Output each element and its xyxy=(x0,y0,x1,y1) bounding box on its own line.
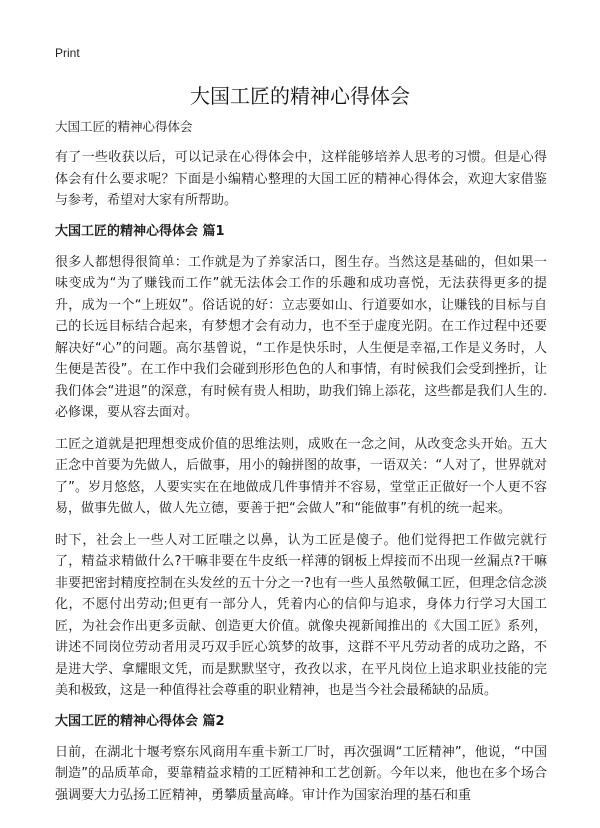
section-1-paragraph-2: 工匠之道就是把理想变成价值的思维法则，成败在一念之间，从改变念头开始。五大正念中首要为先做人，后做事，用小的翰拼图的故事，一语双关：“人对了，世界就对了”。岁月悠悠，人要实实在在地做成几件事情并不容易，堂堂正正做好一个人更不容易，做事先做人，做人先立德，要善于把“会做人”和“能做事”有机的统一起来。 xyxy=(55,436,547,516)
section-2-paragraph-1: 日前，在湖北十堰考察东风商用车重卡新工厂时，再次强调“工匠精神”，他说，“中国制造”的品质革命，要靠精益求精的工匠精神和工艺创新。今年以来，他也在多个场合强调要大力弘扬工匠精神，勇攀质量高峰。审计作为国家治理的基石和重 xyxy=(55,744,547,803)
section-heading-2: 大国工匠的精神心得体会 篇2 xyxy=(55,713,225,729)
print-link[interactable]: Print xyxy=(55,46,80,60)
article-subtitle: 大国工匠的精神心得体会 xyxy=(55,119,193,134)
section-1-paragraph-3: 时下，社会上一些人对工匠嗤之以鼻，认为工匠是傻子。他们觉得把工作做完就行了，精益求精做什么?干嘛非要在牛皮纸一样薄的钢板上焊接而不出现一丝漏点?干嘛非要把密封精度控制在头发丝的五十分之一?也有一些人虽然敬佩工匠，但理念信念淡化，不愿付出劳动;但更有一部分人，凭着内心的信仰与追求，身体力行学习大国工匠，为社会作出更多贡献、创造更大价值。就像央视新闻推出的《大国工匠》系列，讲述不同岗位劳动者用灵巧双手匠心筑梦的故事，这群不平凡劳动者的成功之路，不是进大学、拿耀眼文凭，而是默默坚守，孜孜以求，在平凡岗位上追求职业技能的完美和极致，这是一种值得社会尊重的职业精神，也是当今社会最稀缺的品质。 xyxy=(55,532,547,698)
intro-paragraph: 有了一些收获以后，可以记录在心得体会中，这样能够培养人思考的习惯。但是心得体会有什么要求呢？下面是小编精心整理的大国工匠的精神心得体会，欢迎大家借鉴与参考，希望对大家有所帮助。 xyxy=(55,150,547,208)
page-title: 大国工匠的精神心得体会 xyxy=(190,84,410,108)
section-1-paragraph-1: 很多人都想得很简单：工作就是为了养家活口，图生存。当然这是基础的，但如果一味变成为“为了赚钱而工作”就无法体会工作的乐趣和成功喜悦，无法获得更多的提升，成为一个“上班奴”。俗话说的好：立志要如山、行道要如水，让赚钱的目标与自己的长远目标结合起来，有梦想才会有动力，也不至于虚度光阴。在工作过程中还要解决好“心”的问题。高尔基曾说，“工作是快乐时，人生便是幸福,工作是义务时，人生便是苦役”。在工作中我们会碰到形形色色的人和事情，有时候我们会受到挫折，让我们体会“进退”的深意，有时候有贵人相助，助我们锦上添花，这些都是我们人生的.必修课，要从容去面对。 xyxy=(55,254,547,420)
article-body xyxy=(55,118,547,816)
section-heading-1: 大国工匠的精神心得体会 篇1 xyxy=(55,223,225,239)
